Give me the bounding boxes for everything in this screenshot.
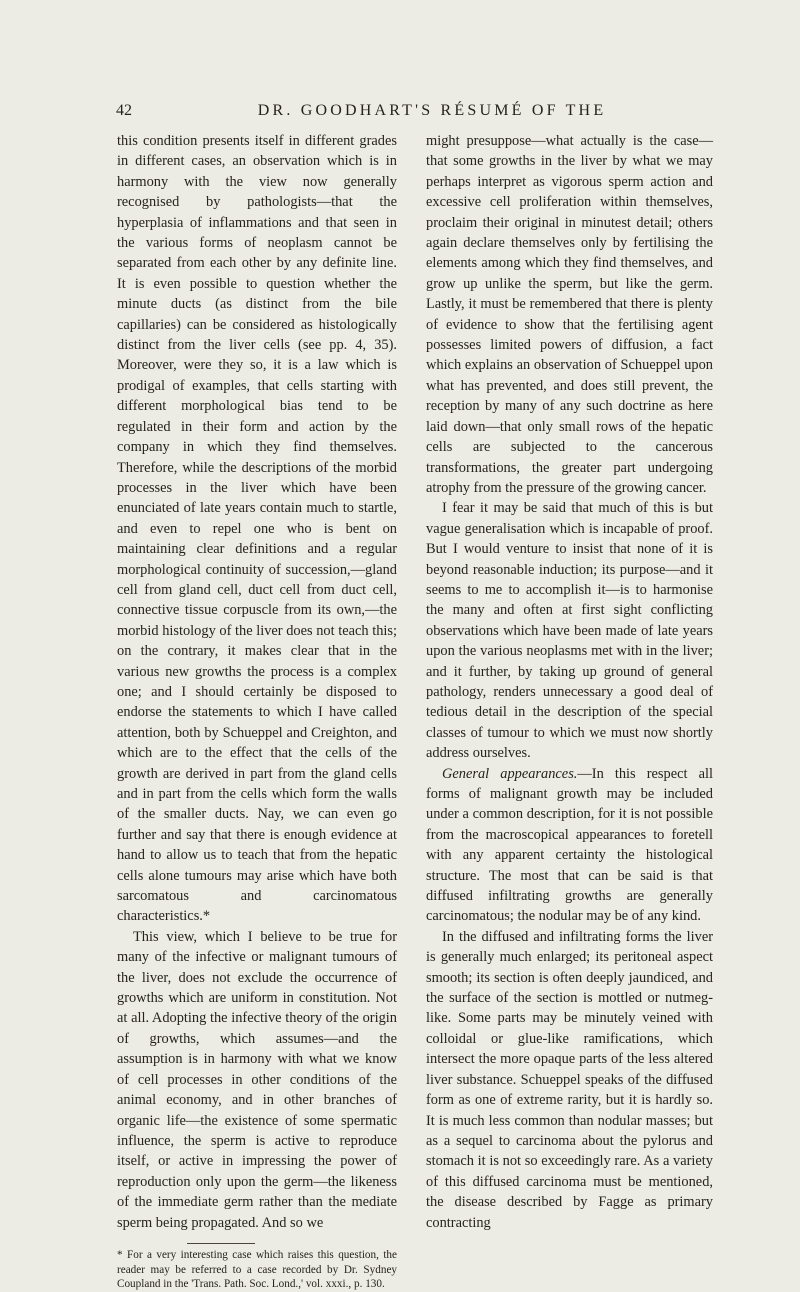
paragraph: might presuppose—what actually is the case—that some growths in the liver by what we may perhaps interpret as vigorous sperm action and excessive cell proliferation within themselves, proclaim their original in minutest detail; others again declare themselves only by fertilising the elements among which they find themselves, and grow up unlike the sperm, but like the germ. Lastly, it must be remembered that there is plenty of evidence to show that the fertilising agent possesses limited powers of diffusion, a fact which explains an observation of Schueppel upon what has prevented, and does still prevent, the reception by many of any such doctrine as here laid down—that only small rows of the hepatic cells are subjected to the cancerous transformations, the greater part undergoing atrophy from the pressure of the growing cancer. [426,133,713,496]
page-number: 42 [116,102,132,119]
paragraph: this condition presents itself in different grades in different cases, an observation which is in harmony with the view now generally recognised by pathologists—that the hyperplasia of inflammations and that seen in the various forms of neoplasm cannot be separated from each other by any definite line. It is even possible to question whether the minute ducts (as distinct from the bile capillaries) can be considered as histologically distinct from the liver cells (see pp. 4, 35). Moreover, were they so, it is a law which is prodigal of examples, that cells starting with different morphological bias tend to be regulated in their form and action by the company in which they find themselves. Therefore, while the descriptions of the morbid processes in the liver which have been enunciated of late years contain much to startle, and even to repel one who is bent on maintaining clear definitions and a regular morphological continuity of succession,—gland cell from gland cell, duct cell from duct cell, connective tissue corpuscle from its own,—the morbid histology of the liver does not teach this; on the contrary, it makes clear that in the various new growths the process is a complex one; and I should certainly be disposed to endorse the statements to which I have called attention, both by Schueppel and Creighton, and which are to the effect that the cells of the growth are derived in part from the gland cells and in part from the cells which form the walls of the smaller ducts. Nay, we can even go further and say that there is enough evidence at hand to allow us to teach that from the hepatic cells alone tumours may arise which have both sarcomatous and carcinomatous characteristics.* [117,133,397,925]
footnote: * For a very interesting case which raises this question, the reader may be referred to a case recorded by Dr. Sydney Coupland in the 'Trans. Path. Soc. Lond.,' vol. xxxi., p. 130. [117,1248,397,1291]
footnote-divider [187,1243,255,1244]
page-header [116,102,696,124]
paragraph-text: —In this respect all forms of malignant growth may be included under a common description, for it is not possible from the macroscopical appearances to foretell with any apparent certainty the histological structure. The most that can be said is that diffused infiltrating growths are generally carcinomatous; the nodular may be of any kind. [426,765,713,925]
paragraph: I fear it may be said that much of this is but vague generalisation which is incapable of proof. But I would venture to insist that none of it is beyond reasonable induction; its purpose—and it seems to me to accomplish it—is to harmonise the many and often at first sight conflicting observations which have been made of late years upon the various neoplasms met with in the liver; and it further, by taking up ground of general pathology, renders unnecessary a good deal of tedious detail in the description of the special classes of tumour to which we must now shortly address ourselves. [426,500,713,762]
paragraph [426,764,713,927]
section-heading-italic: General appearances. [442,765,578,782]
paragraph: This view, which I believe to be true for many of the infective or malignant tumours of the liver, does not exclude the occurrence of growths which are uniform in constitution. Not at all. Adopting the infective theory of the origin of growths, which assumes—and the assumption is in harmony with what we know of cell processes in other conditions of the animal economy, and in other branches of organic life—the existence of some spermatic influence, the sperm is active to reproduce itself, or active in impressing the power of reproduction only upon the germ—the likeness of the immediate germ rather than the mediate sperm being propagated. And so we [117,928,397,1231]
left-column [117,131,397,1292]
paragraph: In the diffused and infiltrating forms the liver is generally much enlarged; its peritoneal aspect smooth; its section is often deeply jaundiced, and the surface of the section is mottled or nutmeg-like. Some parts may be minutely veined with colloidal or glue-like ramifications, which intersect the more opaque parts of the less altered liver substance. Schueppel speaks of the diffused form as one of extreme rarity, but it is hardly so. It is much less common than nodular masses; but as a sequel to carcinoma about the pylorus and stomach it is not so exceedingly rare. As a variety of this diffused carcinoma must be mentioned, the disease described by Fagge as primary contracting [426,928,713,1231]
right-column [426,131,713,1233]
running-head: DR. GOODHART'S RÉSUMÉ OF THE [257,102,607,119]
